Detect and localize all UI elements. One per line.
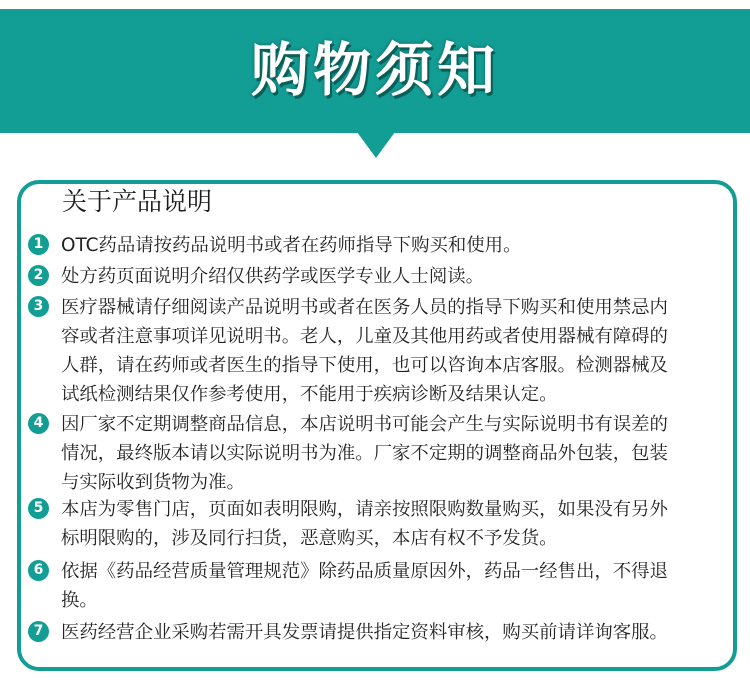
notice-text: [61, 557, 727, 615]
notice-text: [61, 293, 727, 409]
number-badge: 1: [28, 234, 49, 255]
notice-text: [61, 410, 727, 497]
notice-text: [61, 262, 727, 291]
notice-line: 处方药页面说明介绍仅供药学或医学专业人士阅读。: [61, 266, 484, 287]
notice-line: 标明限购的，涉及同行扫货，恶意购买，本店有权不予发货。: [61, 528, 558, 549]
notice-line: 医药经营企业采购若需开具发票请提供指定资料审核，购买前请详询客服。: [61, 622, 668, 643]
number-badge: 4: [28, 413, 49, 434]
notice-line: 依据《药品经营质量管理规范》除药品质量原因外，药品一经售出，不得退: [61, 561, 668, 582]
notice-text: [61, 618, 727, 647]
notice-text: [61, 495, 727, 553]
notice-line: 容或者注意事项详见说明书。老人，儿童及其他用药或者使用器械有障碍的: [61, 326, 668, 347]
notice-line: OTC药品请按药品说明书或者在药师指导下购买和使用。: [61, 235, 522, 256]
banner-pointer: [357, 132, 395, 158]
notice-line: 与实际收到货物为准。: [61, 472, 245, 493]
number-badge: 7: [28, 621, 49, 642]
number-badge: 2: [28, 265, 49, 286]
page-title: 购物须知: [250, 36, 499, 104]
notice-line: 医疗器械请仔细阅读产品说明书或者在医务人员的指导下购买和使用禁忌内: [61, 297, 668, 318]
section-title: 关于产品说明: [62, 187, 213, 216]
number-badge: 6: [28, 560, 49, 581]
notice-line: 本店为零售门店，页面如表明限购，请亲按照限购数量购买，如果没有另外: [61, 499, 668, 520]
notice-line: 试纸检测结果仅作参考使用，不能用于疾病诊断及结果认定。: [61, 384, 558, 405]
notice-line: 情况，最终版本请以实际说明书为准。厂家不定期的调整商品外包装，包装: [61, 443, 668, 464]
number-badge: 5: [28, 498, 49, 519]
notice-line: 因厂家不定期调整商品信息，本店说明书可能会产生与实际说明书有误差的: [61, 414, 668, 435]
notice-line: 人群，请在药师或者医生的指导下使用，也可以咨询本店客服。检测器械及: [61, 355, 668, 376]
number-badge: 3: [28, 296, 49, 317]
notice-text: [61, 231, 727, 260]
notice-line: 换。: [61, 590, 98, 611]
